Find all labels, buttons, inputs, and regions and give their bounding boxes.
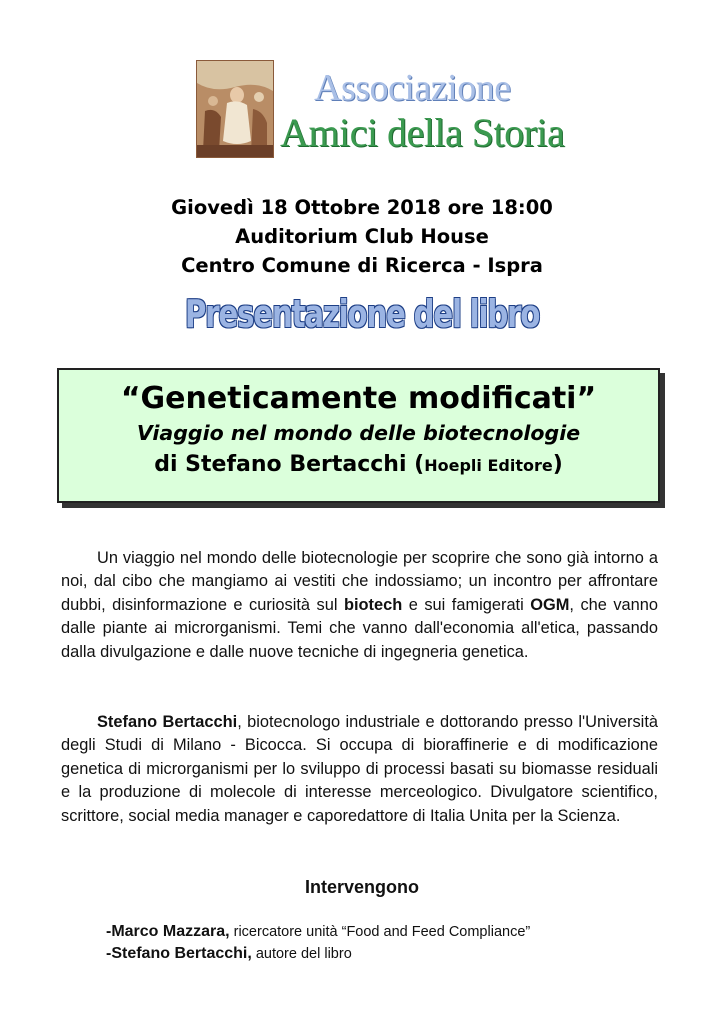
event-details <box>0 193 724 280</box>
speaker-role: autore del libro <box>251 946 352 962</box>
speaker-name: -Marco Mazzara, <box>106 923 230 940</box>
fresco-painting-logo <box>196 60 274 158</box>
description-text: Un viaggio nel mondo delle biotecnologie per scoprire che sono già intorno a noi, dal cibo che mangiamo ai vestiti che indossiamo; un incontro per affrontare dubbi, disinformazione e curiosità sul <box>61 549 658 614</box>
event-location: Centro Comune di Ricerca - Ispra <box>181 254 543 277</box>
speaker-role: ricercatore unità “Food and Feed Compliance” <box>229 924 531 940</box>
publisher-name: Hoepli Editore <box>424 456 553 475</box>
author-suffix: ) <box>552 452 563 477</box>
author-name: Stefano Bertacchi <box>97 713 238 731</box>
speakers-heading: Intervengono <box>304 877 419 897</box>
header <box>196 60 565 160</box>
speaker-name: -Stefano Bertacchi, <box>106 945 252 962</box>
ogm-keyword: OGM <box>530 595 570 614</box>
biotech-keyword: biotech <box>343 595 403 614</box>
book-description-paragraph <box>61 547 658 664</box>
org-name-line1: Associazione <box>314 67 511 109</box>
author-bio-paragraph <box>61 711 658 828</box>
book-subtitle: Viaggio nel mondo delle biotecnologie <box>136 421 581 445</box>
book-box <box>57 368 660 503</box>
presentation-heading: Presentazione del libro <box>184 292 540 336</box>
description-text: , che vanno dalle piante ai microrganismi. Temi che vanno dall'economia all'etica, passando dalla divulgazione e dalle nuove tecniche di ingegneria genetica. <box>61 595 659 661</box>
org-name-line2: Amici della Storia <box>280 110 565 155</box>
event-venue: Auditorium Club House <box>235 225 489 248</box>
description-text: e sui famigerati <box>402 595 531 614</box>
book-author <box>59 448 658 483</box>
speaker-item <box>106 943 530 965</box>
speaker-item <box>106 921 530 943</box>
book-title: “Geneticamente modificati” <box>120 381 597 416</box>
speakers-list <box>106 921 530 965</box>
author-prefix: di Stefano Bertacchi ( <box>154 452 425 477</box>
author-bio-text: , biotecnologo industriale e dottorando presso l'Università degli Studi di Milano - Bicocca. Si occupa di bioraffinerie e di modificazione genetica di microrganismi per lo sviluppo di processi basati su biomasse residuali e la produzione di molecole di interesse merceologico. Divulgatore scientifico, scrittore, social media manager e caporedattore di Italia Unita per la Scienza. <box>61 713 658 825</box>
event-date-time: Giovedì 18 Ottobre 2018 ore 18:00 <box>171 196 553 219</box>
